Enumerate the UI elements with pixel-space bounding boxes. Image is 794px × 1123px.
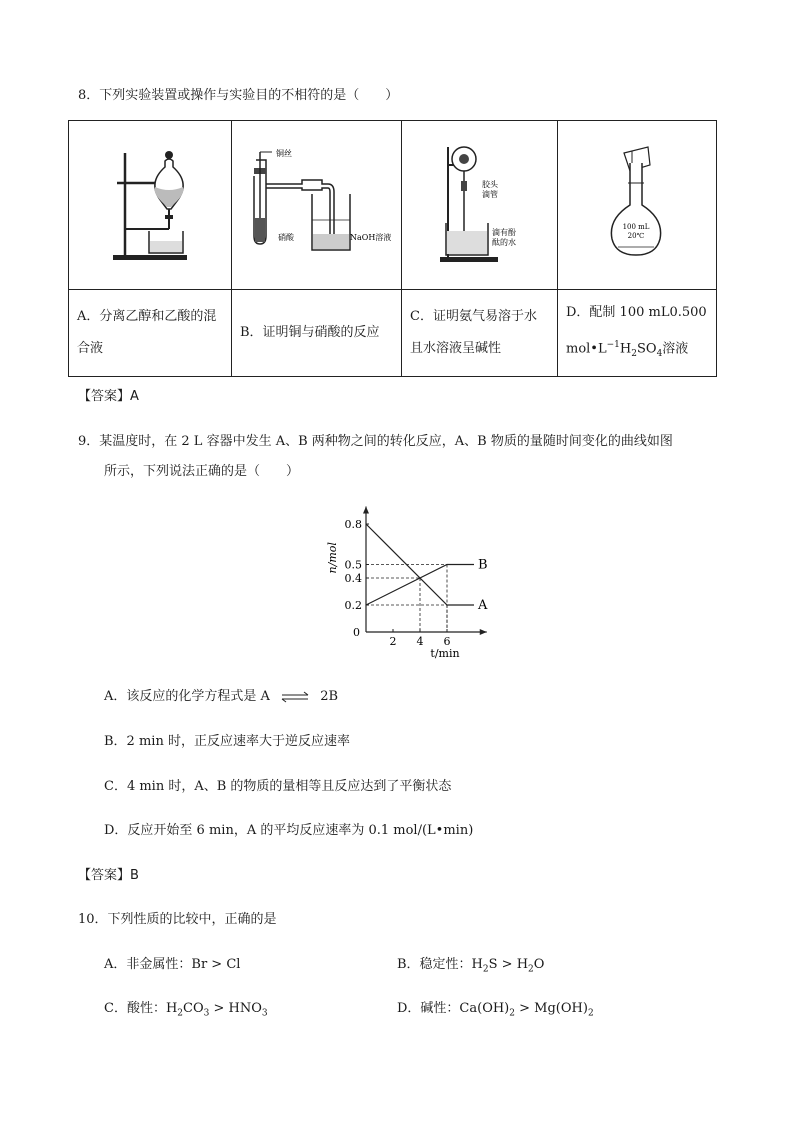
- fig-b-cell: [232, 121, 402, 290]
- x-tick-label: 2: [389, 635, 397, 648]
- q8-options-table: [68, 120, 717, 377]
- series-label-b: B: [478, 557, 488, 573]
- dropper-label-1: 胶头: [481, 179, 498, 189]
- q10-option-b: B．稳定性：$H_2S > H_2O$: [397, 957, 545, 975]
- x-tick-label: 4: [416, 635, 424, 648]
- origin-label: 0: [353, 626, 360, 639]
- q8-option-a: A．分离乙醇和乙酸的混合液: [69, 290, 232, 377]
- q8-stem: 8．下列实验装置或操作与实验目的不相符的是（ ）: [78, 88, 399, 103]
- copper-nitric-acid-apparatus-figure: [242, 148, 392, 258]
- q8-option-c: C．证明氨气易溶于水且水溶液呈碱性: [402, 290, 558, 377]
- y-axis-label: n/mol: [326, 542, 339, 574]
- y-tick-label: 0.2: [344, 599, 362, 612]
- series-label-a: A: [478, 598, 488, 613]
- mole-time-chart: [320, 505, 510, 665]
- q10-option-d: D．碱性：$Ca(OH)_2 > Mg(OH)_2$: [397, 1001, 594, 1019]
- q10-option-a: A．非金属性：Br > Cl: [104, 957, 241, 972]
- y-tick-label: 0.8: [344, 518, 362, 531]
- x-tick-label: 6: [443, 635, 451, 648]
- fig-a-cell: [69, 121, 232, 290]
- y-axis-arrow: [363, 507, 369, 514]
- q9-stem-line1: 9．某温度时，在 2 L 容器中发生 A、B 两种物之间的转化反应，A、B 物质的量随时间变化的曲线如图: [78, 434, 673, 449]
- x-axis-label: t/min: [430, 647, 460, 660]
- q9-option-b: B．2 min 时，正反应速率大于逆反应速率: [104, 734, 350, 749]
- naoh-solution-label: NaOH溶液: [349, 233, 391, 242]
- separatory-funnel-apparatus-figure: [105, 143, 195, 263]
- fig-d-cell: [558, 121, 717, 290]
- y-tick-label: 0.4: [344, 572, 362, 585]
- q10-stem: 10．下列性质的比较中，正确的是: [78, 912, 277, 927]
- dropper-label-2: 滴管: [481, 189, 498, 199]
- q9-answer: 【答案】B: [78, 868, 139, 883]
- flask-temperature-label: 20℃: [627, 232, 645, 240]
- flask-volume-label: 100 mL: [622, 223, 650, 231]
- volumetric-flask-figure: [602, 143, 672, 263]
- q8-answer: 【答案】A: [78, 389, 139, 404]
- y-tick-label: 0.5: [344, 558, 362, 572]
- ammonia-fountain-apparatus-figure: [420, 141, 540, 266]
- phenolphthalein-water-label-2: 酞的水: [491, 237, 516, 247]
- q8-option-b: B．证明铜与硝酸的反应: [232, 290, 402, 377]
- q10-option-c: C．酸性：$H_2CO_3 > HNO_3$: [104, 1001, 268, 1019]
- fig-c-cell: [402, 121, 558, 290]
- nitric-acid-label: 硝酸: [277, 233, 294, 242]
- q9-option-c: C．4 min 时，A、B 的物质的量相等且反应达到了平衡状态: [104, 779, 452, 794]
- q9-stem-line2: 所示，下列说法正确的是（ ）: [104, 464, 300, 479]
- copper-wire-label: 铜丝: [275, 149, 292, 158]
- q9-option-a: A．该反应的化学方程式是 A 2B: [104, 689, 339, 704]
- q9-option-d: D．反应开始至 6 min，A 的平均反应速率为 0.1 mol/(L•min): [104, 823, 474, 838]
- phenolphthalein-water-label-1: 滴有酚: [491, 227, 516, 237]
- reversible-arrow-icon: [278, 691, 312, 703]
- q8-option-d: D．配制 100 mL0.500 $mol•L^{-1}H_2SO_4$溶液: [558, 290, 717, 377]
- x-axis-arrow: [480, 629, 487, 635]
